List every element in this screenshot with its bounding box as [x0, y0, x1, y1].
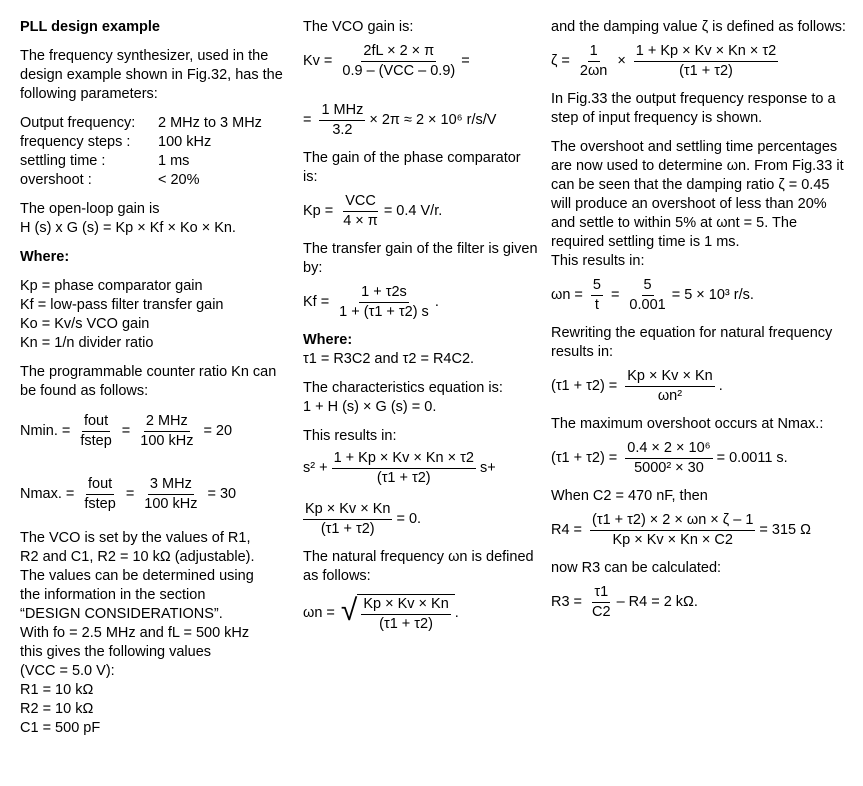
intro-paragraph: The frequency synthesizer, used in the design example shown in Fig.32, has the following parameters: [20, 48, 283, 102]
vco-paragraph: The VCO is set by the values of R1, R2 and C1, R2 = 10 kΩ (adjustable). The values can be determined using the information in the section “DESIGN CONSIDERATIONS”. With fo = 2.5 MHz and fL = 500 kHz this gives the following values (VCC = 5.0 V): R1 = 10 kΩ R2 = 10 kΩ C1 = 500 pF [20, 530, 255, 736]
nmax-equation: Nmax. = $\frac{\text{fout}}{\text{fstep}}$ = $\frac{\text{3 MHz}}{\text{100 kHz}}$ = 30 [20, 476, 237, 512]
kf-equation: Kf = $\frac{1 + \tau 2s}{1 + (\tau 1 + \tau 2) s}$ . [303, 284, 439, 320]
tau-value-equation: (τ1 + τ2) = $\frac{\text{0.4 × 2 × 10⁶}}{\text{5000² × 30}}$ = 0.0011 s. [551, 440, 788, 476]
definition-item: Ko = Kv/s VCO gain [20, 316, 150, 332]
max-overshoot-text: The maximum overshoot occurs at Nmax.: [551, 416, 824, 432]
parameter-row: settling time : 1 ms [20, 153, 190, 169]
filter-text: The transfer gain of the filter is given by: [303, 241, 538, 276]
definition-item: Kf = low-pass filter transfer gain [20, 297, 224, 313]
definition-list [20, 277, 285, 353]
tau-equation: (τ1 + τ2) = $\frac{Kp \times Kv \times Kn}{\text{ωn²}}$ . [551, 368, 723, 404]
parameter-row: frequency steps : 100 kHz [20, 134, 212, 150]
rewrite-text: Rewriting the equation for natural frequency results in: [551, 325, 833, 360]
characteristic-equation-part1: s² + $\frac{1 + Kp \times Kv \times Kn \times \tau 2}{(\tau 1 + \tau 2)}$ s+ [303, 450, 496, 486]
column-2 [303, 18, 538, 633]
r3-text: now R3 can be calculated: [551, 560, 722, 576]
definition-item: Kp = phase comparator gain [20, 278, 203, 294]
counter-text: The programmable counter ratio Kn can be found as follows: [20, 364, 277, 399]
where-label: Where: [20, 249, 70, 265]
square-root-icon: √ $\frac{Kp \times Kv \times Kn}{(\tau 1 + \tau 2)}$ [341, 594, 455, 633]
kp-equation: Kp = $\frac{\text{VCC}}{4 \times \pi}$ = 0.4 V/r. [303, 193, 443, 229]
wn-value-equation: ωn = $\frac{5}{t}$ = $\frac{5}{0.001}$ = 5 × 10³ r/s. [551, 277, 754, 313]
tau-definition: τ1 = R3C2 and τ2 = R4C2. [303, 351, 475, 367]
where-label: Where: [303, 332, 353, 348]
fig33-text: In Fig.33 the output frequency response to a step of input frequency is shown. [551, 91, 836, 126]
kv-value-equation: = $\frac{\text{1 MHz}}{3.2}$ × 2π ≈ 2 × 10⁶ r/s/V [303, 102, 497, 138]
r3-equation: R3 = $\frac{\tau 1}{C2}$ – R4 = 2 kΩ. [551, 584, 698, 620]
kv-equation: Kv = $\frac{2fL \times 2 \times \pi}{\text{0.9 – (VCC – 0.9)}}$ = [303, 43, 470, 79]
damping-text: and the damping value ζ is defined as follows: [551, 19, 846, 35]
characteristics-text: The characteristics equation is: [303, 380, 503, 396]
zeta-equation: ζ = $\frac{1}{2\omega n}$ × $\frac{1 + Kp \times Kv \times Kn \times \tau 2}{(\tau 1 + \tau 2)}$ [551, 43, 777, 79]
openloop-equation: H (s) x G (s) = Kp × Kf × Ko × Kn. [20, 220, 236, 236]
natural-frequency-text: The natural frequency ωn is defined as follows: [303, 549, 534, 584]
section-heading: PLL design example [20, 19, 160, 35]
parameter-row: overshoot : < 20% [20, 172, 200, 188]
column-3 [551, 18, 851, 621]
openloop-text: The open-loop gain is [20, 201, 160, 217]
nmin-equation: Nmin. = $\frac{\text{fout}}{\text{fstep}}$ = $\frac{\text{2 MHz}}{\text{100 kHz}}$ = 20 [20, 413, 233, 449]
wn-equation: ωn = √ $\frac{Kp \times Kv \times Kn}{(\tau 1 + \tau 2)}$ . [303, 594, 459, 632]
results-text: This results in: [303, 428, 397, 444]
vco-gain-text: The VCO gain is: [303, 19, 414, 35]
characteristic-equation-part2: $\frac{Kp \times Kv \times Kn}{(\tau 1 + \tau 2)}$ = 0. [305, 501, 422, 537]
definition-item: Kn = 1/n divider ratio [20, 335, 154, 351]
r4-equation: R4 = $\frac{(\tau 1 + \tau 2) \times 2 \times \omega n \times \zeta - 1}{Kp \times Kv \times Kn \times C2}$ = 315 Ω [551, 512, 811, 548]
phase-comparator-text: The gain of the phase comparator is: [303, 150, 521, 185]
overshoot-text: The overshoot and settling time percentages are now used to determine ωn. From Fig.33 it can be seen that the damping ratio ζ = 0.45 will produce an overshoot of less than 20% and settle to within 5% at ωnt = 5. The required settling time is 1 ms. [551, 139, 844, 250]
parameter-row: Output frequency: 2 MHz to 3 MHz [20, 115, 262, 131]
c2-text: When C2 = 470 nF, then [551, 488, 708, 504]
parameter-list [20, 114, 285, 190]
column-1 [20, 18, 285, 738]
characteristics-equation: 1 + H (s) × G (s) = 0. [303, 399, 437, 415]
results-text: This results in: [551, 253, 645, 269]
